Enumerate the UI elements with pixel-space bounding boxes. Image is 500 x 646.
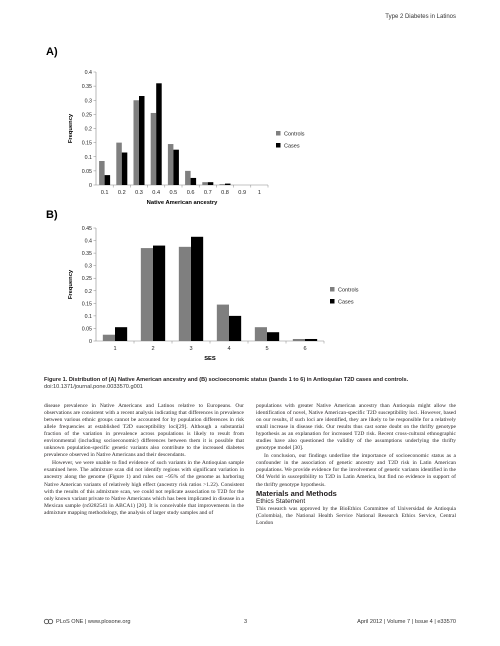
chart-a-bar-controls-0_5: [168, 144, 174, 185]
chart-b-bar-controls-5: [255, 327, 267, 341]
chart-b-legend-label-controls: Controls: [338, 287, 359, 294]
chart-a-bar-controls-0_1: [99, 161, 105, 185]
chart-b-bar-controls-4: [217, 305, 229, 341]
chart-a-bar-controls-0_2: [116, 143, 122, 185]
chart-a-bar-controls-0_8: [219, 184, 225, 185]
chart-b-y-tick-label: 0: [89, 339, 92, 345]
chart-b-x-tick-label: 6: [303, 346, 307, 352]
chart-b-bar-cases-5: [267, 332, 279, 341]
chart-a-y-tick-label: 0.3: [84, 98, 92, 105]
panel-label-b: B): [46, 209, 58, 221]
chart-b-x-tick-label: 5: [265, 346, 269, 352]
chart-a-y-tick-label: 0.25: [81, 112, 92, 119]
chart-a-x-tick-label: 0.7: [203, 190, 212, 196]
chart-a-bar-cases-0_4: [156, 83, 162, 185]
footer-issue: April 2012 | Volume 7 | Issue 4 | e33570: [357, 619, 456, 625]
chart-b-ses: [50, 220, 359, 372]
chart-a-y-tick-label: 0.05: [81, 168, 92, 175]
chart-a-bar-controls-0_3: [133, 100, 139, 185]
chart-b-bar-controls-6: [293, 339, 305, 341]
chart-a-bar-cases-0_6: [191, 178, 197, 185]
right-paragraph-2: In conclusion, our findings underline the importance of socioeconomic status as a confounder in the association of genetic ancestry and T2D risk in Latin American populations. We provide evidence for the involvement of genetic variants identified in the Old World in susceptibility to T2D in Latin America, but find no evidence in support of the thrifty genotype hypothesis.: [256, 453, 456, 488]
chart-b-bar-cases-1: [115, 327, 127, 341]
chart-b-y-tick-label: 0.25: [81, 276, 92, 283]
figure-caption: [44, 377, 456, 391]
chart-a-y-tick-label: 0.4: [84, 70, 92, 76]
right-paragraph-3: This research was approved by the BioEthics Committee of Universidad de Antioquia (Colombia), the National Health Service National Research Ethics Service, Central London: [256, 505, 456, 526]
chart-a-bar-controls-0_6: [185, 171, 191, 185]
left-column: [44, 403, 244, 517]
chart-b-bar-controls-1: [103, 335, 115, 341]
chart-a-x-tick-label: 0.4: [152, 190, 161, 196]
page-footer: [44, 618, 456, 628]
chart-b-y-axis-label: Frequency: [68, 269, 74, 300]
chart-b-x-axis-label: SES: [204, 356, 216, 362]
chart-b-y-tick-label: 0.2: [84, 288, 92, 295]
chart-a-y-tick-label: 0.35: [81, 84, 92, 91]
chart-a-x-tick-label: 0.1: [100, 190, 109, 196]
chart-a-bar-controls-0_7: [202, 182, 208, 185]
caption-text: Figure 1. Distribution of (A) Native American ancestry and (B) socioeconomic status (bands 1 to 6) in Antioquian T2D cases and controls.: [44, 377, 409, 383]
chart-a-legend-swatch-cases: [276, 143, 281, 148]
chart-a-native-ancestry: [50, 60, 350, 218]
chart-a-legend-swatch-controls: [276, 131, 281, 136]
chart-a-legend-label-controls: Controls: [284, 131, 305, 138]
chart-b-bar-controls-2: [141, 248, 153, 341]
chart-b-bar-cases-6: [305, 339, 317, 341]
chart-a-y-axis-label: Frequency: [68, 113, 74, 144]
chart-b-legend-swatch-cases: [330, 299, 335, 304]
chart-b-x-tick-label: 4: [227, 346, 231, 352]
chart-a-y-tick-label: 0.2: [84, 126, 92, 133]
chart-a-y-tick-label: 0.15: [81, 140, 92, 147]
chart-a-bar-cases-0_3: [139, 96, 145, 185]
chart-b-bar-controls-3: [179, 247, 191, 341]
chart-a-bar-cases-0_1: [105, 175, 111, 185]
chart-a-bar-cases-0_7: [208, 182, 214, 185]
chart-b-bar-cases-2: [153, 246, 165, 341]
footer-journal[interactable]: PLoS ONE | www.plosone.org: [56, 618, 131, 625]
chart-a-legend-label-cases: Cases: [284, 143, 300, 150]
footer-page-number: 3: [244, 619, 248, 625]
running-head: Type 2 Diabetes in Latinos: [385, 14, 456, 20]
chart-b-y-tick-label: 0.15: [81, 301, 92, 308]
chart-b-x-tick-label: 1: [113, 346, 117, 352]
chart-a-y-tick-label: 0.1: [84, 154, 92, 161]
chart-b-x-tick-label: 2: [151, 346, 155, 352]
chart-a-bar-cases-0_2: [122, 153, 128, 185]
chart-a-x-tick-label: 0.2: [117, 190, 126, 196]
chart-b-bar-cases-3: [191, 237, 203, 341]
left-paragraph-1: disease prevalence in Native Americans and Latinos relative to Europeans. Our observations are consistent with a recent analysis indicating that differences in prevalence between various ethnic groups cannot be accounted for by population differences in risk allele frequencies at established T2D susceptibility loci[29]. Although a substantial fraction of the variation in prevalence across populations is likely to result from environmental (including socioeconomic) differences between them it is possible that unknown population-specific genetic variants also contribute to the increased diabetes prevalence observed in Native Americans and their descendants.: [44, 403, 244, 459]
left-paragraph-2: However, we were unable to find evidence of such variants in the Antioquian sample examined here. The admixture scan did not identify regions with significant variation in ancestry along the genome (Figure 1) and rules out ~95% of the genome as harboring Native American variants of relatively high effect (ancestry risk ratios >1.22). Consistent with the results of this admixture scan, we could not replicate association to T2D for the only known variant private to Native Americans which has been implicated in disease in a Mexican sample (rs9282541 in ABCA1) [20]. It is conceivable that improvements in the admixture mapping methodology, the analysis of larger study samples and of: [44, 460, 244, 516]
chart-b-y-tick-label: 0.4: [84, 238, 92, 245]
chart-b-legend-swatch-controls: [330, 287, 335, 292]
chart-b-legend-label-cases: Cases: [338, 299, 354, 306]
plos-logo-icon: [44, 618, 53, 625]
chart-b-x-tick-label: 3: [189, 346, 193, 352]
caption-doi[interactable]: doi:10.1371/journal.pone.0033570.g001: [44, 384, 143, 390]
right-column: [256, 403, 456, 527]
chart-a-x-tick-label: 0.8: [221, 190, 229, 196]
subsection-heading: Ethics Statement: [256, 497, 306, 505]
chart-b-bar-cases-4: [229, 316, 241, 341]
chart-a-x-tick-label: 0.9: [238, 190, 247, 196]
right-paragraph-1: populations with greater Native American ancestry than Antioquia might allow the identification of novel, Native American-specific T2D susceptibility loci. However, based on our results, if such loci are identified, they are likely to be responsible for a relatively small increase in disease risk. Our results thus cast some doubt on the thrifty genotype hypothesis as an explanation for increased T2D risk. Recent cross-cultural ethnographic studies have also questioned the validity of the assumptions underlying the thrifty genotype model [30].: [256, 403, 456, 452]
chart-a-x-tick-label: 0.3: [135, 190, 143, 196]
chart-a-x-tick-label: 0.6: [186, 190, 195, 196]
chart-a-bar-controls-0_4: [151, 113, 157, 185]
chart-b-y-tick-label: 0.45: [81, 226, 92, 232]
chart-b-y-tick-label: 0.3: [84, 263, 92, 270]
chart-a-x-axis-label: Native American ancestry: [146, 200, 218, 206]
chart-b-y-tick-label: 0.05: [81, 326, 92, 333]
chart-a-bar-cases-0_8: [225, 184, 231, 185]
chart-a-bar-cases-0_5: [173, 150, 179, 185]
chart-a-x-tick-label: 1: [257, 190, 261, 196]
section-heading: Materials and Methods: [256, 488, 337, 498]
chart-a-x-tick-label: 0.5: [169, 190, 178, 196]
chart-a-y-tick-label: 0: [89, 183, 92, 189]
panel-label-a: A): [46, 46, 58, 58]
chart-b-y-tick-label: 0.35: [81, 251, 92, 258]
chart-b-y-tick-label: 0.1: [84, 313, 92, 320]
